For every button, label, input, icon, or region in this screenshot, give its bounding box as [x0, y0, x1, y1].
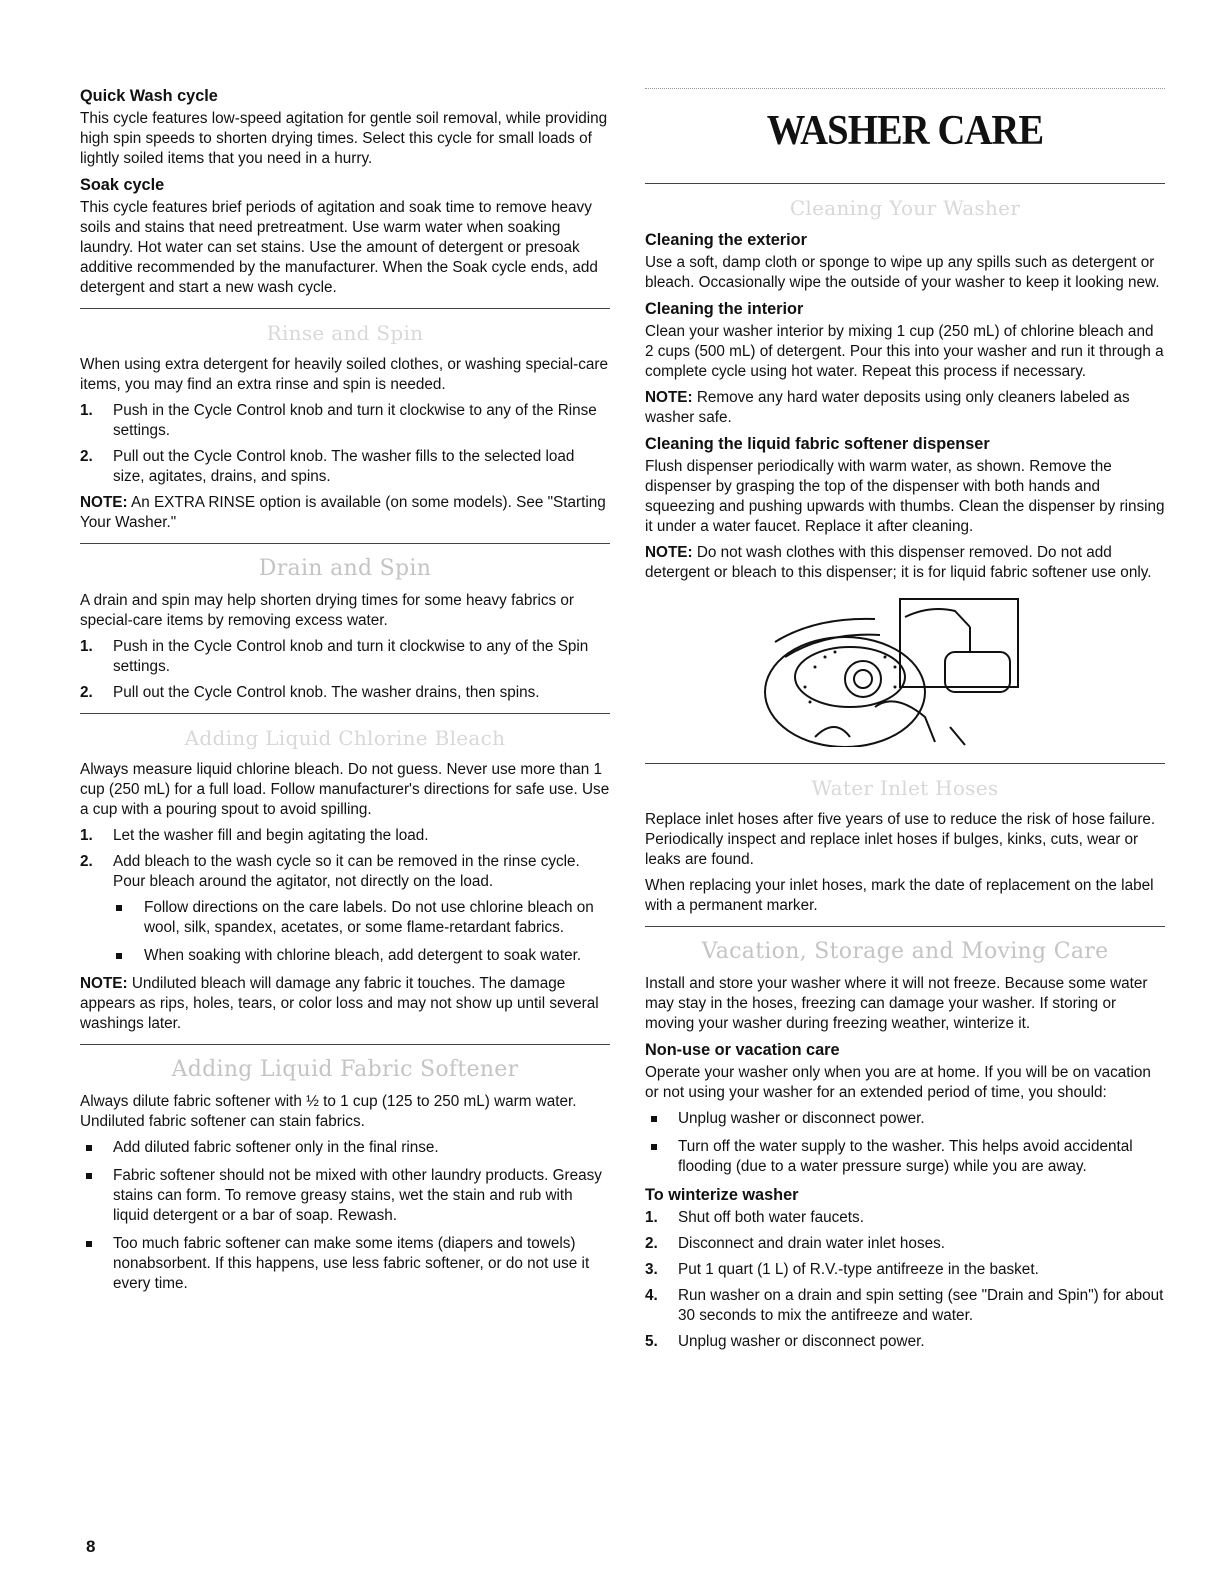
right-column	[645, 82, 1165, 1358]
list-item	[645, 1332, 1165, 1352]
step-text: Unplug washer or disconnect power.	[678, 1333, 925, 1350]
list-item: Follow directions on the care labels. Do not use chlorine bleach on wool, silk, spandex, acetates, or some flame-retardant fabrics.	[80, 898, 610, 938]
softener-bullets	[80, 1138, 610, 1294]
hoses-p2: When replacing your inlet hoses, mark the date of replacement on the label with a permanent marker.	[645, 877, 1154, 914]
step-text: Pull out the Cycle Control knob. The washer drains, then spins.	[113, 684, 540, 701]
nonuse-body: Operate your washer only when you are at home. If you will be on vacation or not using your washer for an extended period of time, you should:	[645, 1064, 1151, 1101]
step-text: Add bleach to the wash cycle so it can be removed in the rinse cycle. Pour bleach around the agitator, not directly on the load.	[113, 853, 580, 890]
top-divider	[645, 88, 1165, 89]
dispenser-note	[645, 543, 1165, 583]
interior-note	[645, 388, 1165, 428]
divider	[80, 308, 610, 309]
winterize-heading: To winterize washer	[645, 1186, 799, 1204]
divider	[80, 713, 610, 714]
note-label: NOTE:	[645, 544, 693, 561]
step-number: 1.	[80, 827, 93, 844]
list-item	[80, 637, 610, 677]
step-number: 2.	[80, 448, 93, 465]
list-item: Unplug washer or disconnect power.	[645, 1109, 1165, 1129]
list-item	[645, 1208, 1165, 1228]
bleach-note	[80, 974, 610, 1034]
divider	[645, 183, 1165, 184]
dispenser-cleaning-illustration	[755, 597, 1055, 747]
drain-spin-intro: A drain and spin may help shorten drying times for some heavy fabrics or special-care items by removing excess water.	[80, 592, 574, 629]
softener-title: Adding Liquid Fabric Softener	[171, 1057, 519, 1082]
hoses-p1: Replace inlet hoses after five years of use to reduce the risk of hose failure. Periodically inspect and replace inlet hoses if bulges, kinks, cuts, wear or leaks are found.	[645, 811, 1156, 868]
hoses-title: Water Inlet Hoses	[811, 776, 999, 800]
page-title: WASHER CARE	[766, 108, 1044, 154]
vacation-title: Vacation, Storage and Moving Care	[701, 939, 1109, 964]
nonuse-heading: Non-use or vacation care	[645, 1041, 840, 1059]
exterior-heading: Cleaning the exterior	[645, 231, 807, 249]
step-text: Run washer on a drain and spin setting (see "Drain and Spin") for about 30 seconds to mix the antifreeze and water.	[678, 1287, 1164, 1324]
list-item	[80, 852, 610, 892]
list-item: Fabric softener should not be mixed with other laundry products. Greasy stains can form. To remove greasy stains, wet the stain and rub with liquid detergent or a bar of soap. Rewash.	[80, 1166, 610, 1226]
list-item	[645, 1260, 1165, 1280]
list-item: Too much fabric softener can make some items (diapers and towels) nonabsorbent. If this happens, use less fabric softener, or do not use it every time.	[80, 1234, 610, 1294]
exterior-body: Use a soft, damp cloth or sponge to wipe up any spills such as detergent or bleach. Occasionally wipe the outside of your washer to keep it looking new.	[645, 254, 1160, 291]
rinse-spin-title: Rinse and Spin	[266, 321, 424, 345]
step-number: 3.	[645, 1261, 658, 1278]
step-number: 1.	[645, 1209, 658, 1226]
step-number: 1.	[80, 638, 93, 655]
divider	[645, 763, 1165, 764]
drain-spin-steps	[80, 637, 610, 703]
divider	[80, 543, 610, 544]
quick-wash-body: This cycle features low-speed agitation for gentle soil removal, while providing high spin speeds to shorten drying times. Select this cycle for small loads of lightly soiled items that you need in a hurry.	[80, 110, 608, 167]
list-item: Add diluted fabric softener only in the final rinse.	[80, 1138, 610, 1158]
rinse-spin-note	[80, 493, 610, 533]
step-text: Pull out the Cycle Control knob. The washer fills to the selected load size, agitates, drains, and spins.	[113, 448, 575, 485]
softener-intro: Always dilute fabric softener with ½ to 1 cup (125 to 250 mL) warm water. Undiluted fabric softener can stain fabrics.	[80, 1093, 577, 1130]
note-label: NOTE:	[80, 494, 128, 511]
cleaning-title: Cleaning Your Washer	[789, 196, 1021, 220]
rinse-spin-steps	[80, 401, 610, 487]
step-text: Push in the Cycle Control knob and turn it clockwise to any of the Spin settings.	[113, 638, 589, 675]
list-item: When soaking with chlorine bleach, add detergent to soak water.	[80, 946, 610, 966]
note-label: NOTE:	[645, 389, 693, 406]
step-number: 2.	[80, 684, 93, 701]
vacation-intro: Install and store your washer where it will not freeze. Because some water may stay in the hoses, freezing can damage your washer. If storing or moving your washer during freezing weather, winterize it.	[645, 975, 1148, 1032]
step-text: Put 1 quart (1 L) of R.V.-type antifreeze in the basket.	[678, 1261, 1039, 1278]
step-number: 1.	[80, 402, 93, 419]
quick-wash-heading: Quick Wash cycle	[80, 87, 218, 105]
rinse-spin-intro: When using extra detergent for heavily soiled clothes, or washing special-care items, you may find an extra rinse and spin is needed.	[80, 356, 609, 393]
step-text: Shut off both water faucets.	[678, 1209, 864, 1226]
interior-body: Clean your washer interior by mixing 1 cup (250 mL) of chlorine bleach and 2 cups (500 mL) of detergent. Pour this into your washer and run it through a complete cycle using hot water. Repeat this process if necessary.	[645, 323, 1164, 380]
dispenser-body: Flush dispenser periodically with warm water, as shown. Remove the dispenser by grasping the top of the dispenser with both hands and squeezing and pushing upwards with thumbs. Clean the dispenser by rinsing it under a water faucet. Replace it after cleaning.	[645, 458, 1165, 535]
step-number: 2.	[80, 853, 93, 870]
list-item	[645, 1286, 1165, 1326]
dispenser-heading: Cleaning the liquid fabric softener dispenser	[645, 435, 990, 453]
list-item	[80, 683, 610, 703]
soak-heading: Soak cycle	[80, 176, 165, 194]
divider	[80, 1044, 610, 1045]
soak-body: This cycle features brief periods of agitation and soak time to remove heavy soils and stains that need pretreatment. Use warm water when soaking laundry. Hot water can set stains. Use the amount of detergent or presoak additive recommended by the manufacturer. When the Soak cycle ends, add detergent and start a new wash cycle.	[80, 199, 598, 296]
list-item	[645, 1234, 1165, 1254]
note-text: Remove any hard water deposits using only cleaners labeled as washer safe.	[645, 389, 1130, 426]
step-number: 4.	[645, 1287, 658, 1304]
step-text: Push in the Cycle Control knob and turn it clockwise to any of the Rinse settings.	[113, 402, 597, 439]
page-number: 8	[86, 1537, 96, 1556]
bleach-intro: Always measure liquid chlorine bleach. Do not guess. Never use more than 1 cup (250 mL) for a full load. Follow manufacturer's directions for safe use. Use a cup with a pouring spout to avoid spilling.	[80, 761, 610, 818]
step-text: Let the washer fill and begin agitating the load.	[113, 827, 429, 844]
note-label: NOTE:	[80, 975, 128, 992]
note-text: Do not wash clothes with this dispenser removed. Do not add detergent or bleach to this dispenser; it is for liquid fabric softener use only.	[645, 544, 1152, 581]
step-number: 2.	[645, 1235, 658, 1252]
list-item: Turn off the water supply to the washer. This helps avoid accidental flooding (due to a water pressure surge) while you are away.	[645, 1137, 1165, 1177]
step-number: 5.	[645, 1333, 658, 1350]
list-item	[80, 826, 610, 846]
bleach-steps	[80, 826, 610, 892]
list-item	[80, 447, 610, 487]
step-text: Disconnect and drain water inlet hoses.	[678, 1235, 945, 1252]
vacation-bullets	[645, 1109, 1165, 1177]
bleach-title: Adding Liquid Chlorine Bleach	[184, 726, 506, 750]
interior-heading: Cleaning the interior	[645, 300, 804, 318]
note-text: Undiluted bleach will damage any fabric it touches. The damage appears as rips, holes, tears, or color loss and may not show up until several washings later.	[80, 975, 599, 1032]
winterize-steps	[645, 1208, 1165, 1352]
list-item	[80, 401, 610, 441]
bleach-bullets	[80, 898, 610, 966]
divider	[645, 926, 1165, 927]
left-column	[80, 82, 610, 1302]
drain-spin-title: Drain and Spin	[258, 556, 432, 581]
note-text: An EXTRA RINSE option is available (on some models). See "Starting Your Washer."	[80, 494, 606, 531]
